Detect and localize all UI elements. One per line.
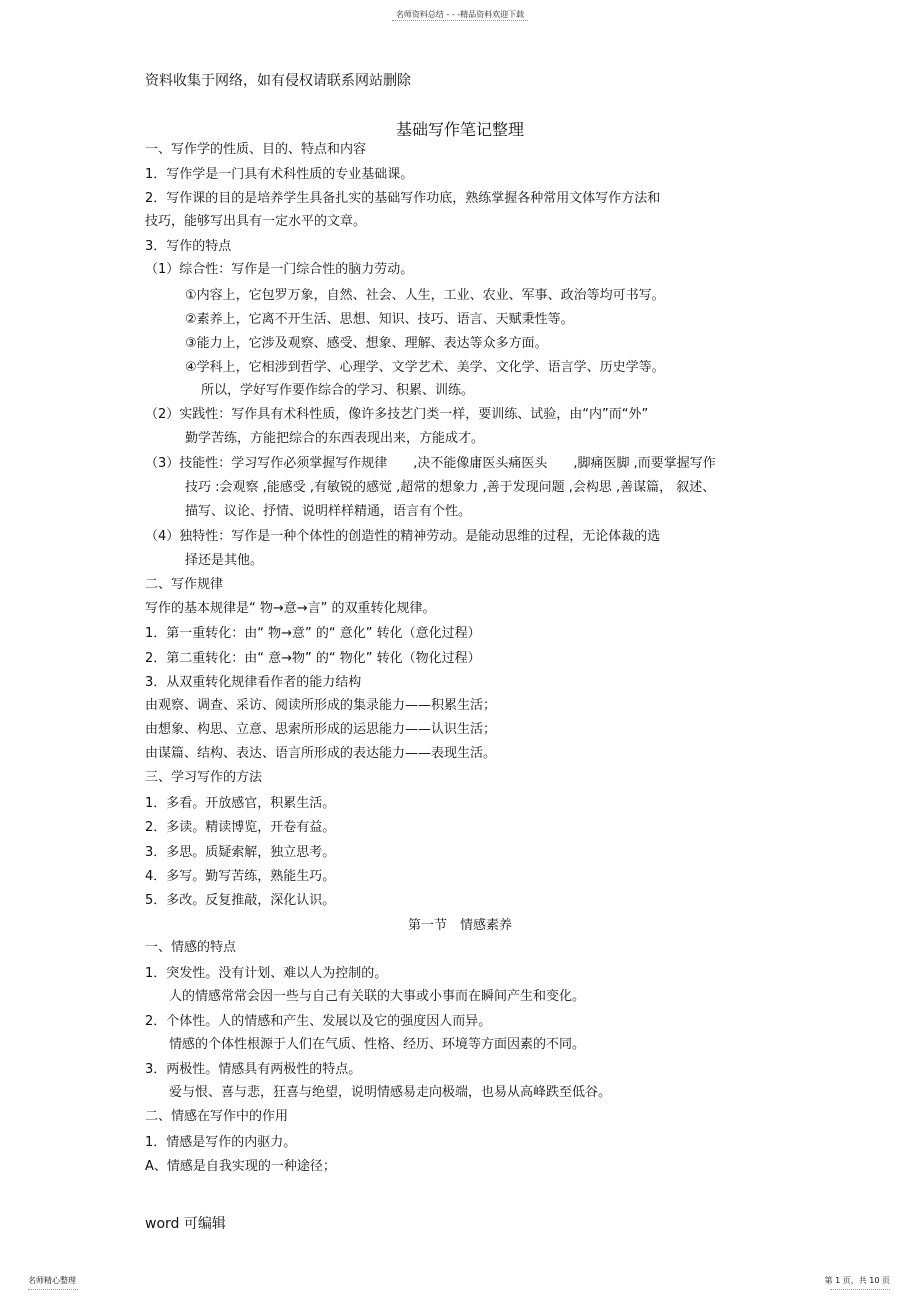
footer-left-divider (28, 1289, 78, 1290)
text-line: 1．情感是写作的内驱力。 (145, 1135, 297, 1150)
text-line: 人的情感常常会因一些与自己有关联的大事或小事而在瞬间产生和变化。 (169, 989, 586, 1004)
page-header: 名师资料总结 - - -精品资料欢迎下载 (395, 10, 525, 19)
text-line: 二、写作规律 (145, 577, 224, 592)
text-line: 1．突发性。没有计划、难以人为控制的。 (145, 966, 388, 981)
text-line: 3．写作的特点 (145, 239, 232, 254)
text-line: 情感的个体性根源于人们在气质、性格、经历、环境等方面因素的不同。 (169, 1037, 586, 1052)
page-number: 第 1 页，共 10 页 (824, 1276, 890, 1285)
text-line: （1）综合性：写作是一门综合性的脑力劳动。 (145, 262, 414, 277)
text-line: 2．个体性。人的情感和产生、发展以及它的强度因人而异。 (145, 1014, 492, 1029)
text-line: （2）实践性：写作具有术科性质，像许多技艺门类一样，要训练、试验，由“内”而“外” (145, 407, 649, 422)
text-line: 由想象、构思、立意、思索所形成的运思能力——认识生活； (145, 722, 497, 737)
text-line: 5．多改。反复推敲，深化认识。 (145, 893, 336, 908)
footer-right-divider (830, 1289, 890, 1290)
text-line: 3．从双重转化规律看作者的能力结构 (145, 675, 362, 690)
document-title: 基础写作笔记整理 (395, 120, 524, 139)
text-line: ③能力上，它涉及观察、感受、想象、理解、表达等众多方面。 (185, 336, 548, 351)
text-line: 描写、议论、抒情、说明样样精通，语言有个性。 (185, 504, 472, 519)
header-divider (392, 20, 528, 21)
text-line: 一、写作学的性质、目的、特点和内容 (145, 142, 367, 157)
section-heading: 第一节 情感素养 (407, 918, 512, 933)
text-line: 二、情感在写作中的作用 (145, 1109, 289, 1124)
text-line: 三、学习写作的方法 (145, 770, 263, 785)
text-line: 4．多写。勤写苦练，熟能生巧。 (145, 869, 336, 884)
text-line: （3）技能性：学习写作必须掌握写作规律 ,决不能像庸医头痛医头 ,脚痛医脚 ,而要掌握写作 (145, 456, 716, 471)
text-line: 所以，学好写作要作综合的学习、积累、训练。 (201, 383, 475, 398)
text-line: 由观察、调查、采访、阅读所形成的集录能力——积累生活； (145, 698, 497, 713)
text-line: 择还是其他。 (185, 553, 264, 568)
text-line: 技巧，能够写出具有一定水平的文章。 (145, 214, 367, 229)
text-line: ②素养上，它离不开生活、思想、知识、技巧、语言、天赋秉性等。 (185, 312, 574, 327)
text-line: 3．两极性。情感具有两极性的特点。 (145, 1062, 362, 1077)
text-line: 爱与恨、喜与悲，狂喜与绝望，说明情感易走向极端，也易从高峰跌至低谷。 (169, 1085, 612, 1100)
text-line: 2．第二重转化：由“ 意→物” 的“ 物化” 转化（物化过程） (145, 651, 481, 666)
text-line: 写作的基本规律是“ 物→意→言” 的双重转化规律。 (145, 601, 436, 616)
text-line: A、情感是自我实现的一种途径； (145, 1159, 336, 1174)
text-line: 2．写作课的目的是培养学生具备扎实的基础写作功底，熟练掌握各种常用文体写作方法和 (145, 191, 661, 206)
text-line: 一、情感的特点 (145, 940, 237, 955)
text-line: 勤学苦练，方能把综合的东西表现出来，方能成才。 (185, 431, 485, 446)
text-line: （4）独特性：写作是一种个体性的创造性的精神劳动。是能动思维的过程，无论体裁的选 (145, 529, 661, 544)
text-line: 由谋篇、结构、表达、语言所形成的表达能力——表现生活。 (145, 746, 497, 761)
text-line: 技巧 :会观察 ,能感受 ,有敏锐的感觉 ,超常的想象力 ,善于发现问题 ,会构思 ,善谋篇， 叙述、 (185, 480, 716, 495)
copyright-notice: 资料收集于网络，如有侵权请联系网站删除 (145, 73, 411, 89)
footer-left: 名师精心整理 (28, 1276, 76, 1285)
text-line: 1．多看。开放感官，积累生活。 (145, 796, 336, 811)
text-line: 2．多读。精读博览，开卷有益。 (145, 820, 336, 835)
text-line: ①内容上，它包罗万象，自然、社会、人生，工业、农业、军事、政治等均可书写。 (185, 288, 665, 303)
text-line: 1．第一重转化：由“ 物→意” 的“ 意化” 转化（意化过程） (145, 626, 481, 641)
text-line: 1．写作学是一门具有术科性质的专业基础课。 (145, 167, 414, 182)
text-line: 3．多思。质疑索解，独立思考。 (145, 845, 336, 860)
editable-note: word 可编辑 (145, 1216, 226, 1232)
text-line: ④学科上，它相涉到哲学、心理学、文学艺术、美学、文化学、语言学、历史学等。 (185, 360, 665, 375)
